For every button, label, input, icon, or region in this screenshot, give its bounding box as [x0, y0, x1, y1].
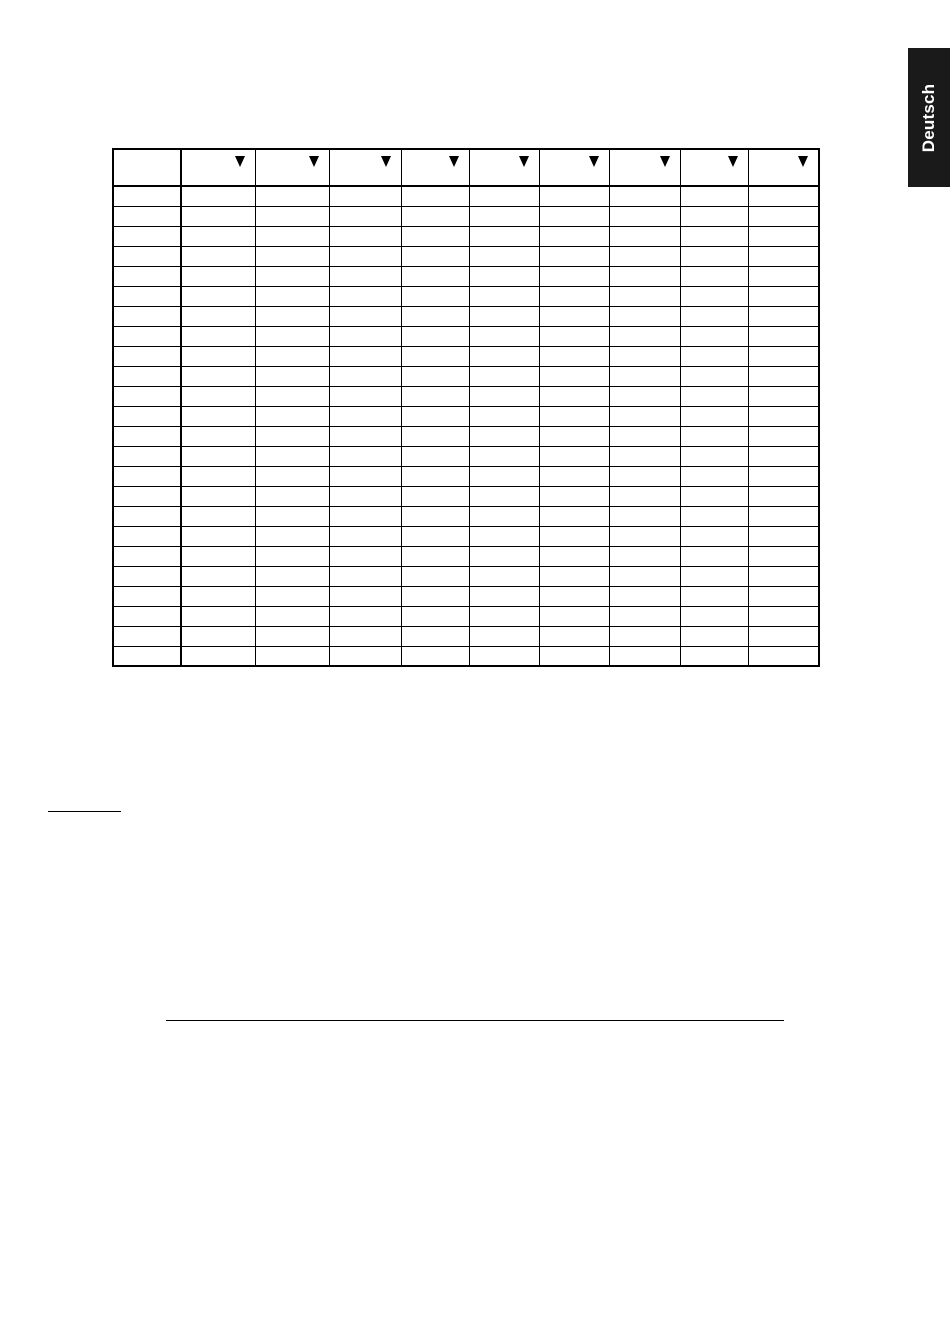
short-underline-rule: [48, 811, 121, 812]
table-cell: [469, 566, 539, 586]
table-cell: [255, 446, 329, 466]
table-cell: [255, 466, 329, 486]
column-header-cell: [329, 149, 401, 186]
table-cell: [469, 646, 539, 666]
table-cell: [469, 546, 539, 566]
column-header-cell: [748, 149, 819, 186]
table-row: [113, 206, 819, 226]
table-cell: [609, 446, 680, 466]
table-cell: [469, 366, 539, 386]
row-label-cell: [113, 246, 181, 266]
table-cell: [255, 346, 329, 366]
triangle-down-icon: [660, 156, 670, 167]
table-cell: [181, 646, 255, 666]
table-cell: [329, 226, 401, 246]
triangle-down-icon: [519, 156, 529, 167]
table-cell: [329, 386, 401, 406]
table-cell: [748, 186, 819, 206]
row-label-cell: [113, 206, 181, 226]
table-cell: [748, 326, 819, 346]
table-cell: [329, 546, 401, 566]
table-cell: [748, 466, 819, 486]
table-cell: [255, 246, 329, 266]
table-cell: [539, 506, 609, 526]
table-cell: [329, 466, 401, 486]
table-cell: [748, 626, 819, 646]
triangle-down-icon: [798, 156, 808, 167]
column-header-cell: [255, 149, 329, 186]
table-cell: [181, 446, 255, 466]
table-cell: [255, 186, 329, 206]
table-cell: [680, 566, 748, 586]
table-cell: [609, 626, 680, 646]
row-label-cell: [113, 306, 181, 326]
table-row: [113, 586, 819, 606]
table-cell: [255, 406, 329, 426]
table-row: [113, 446, 819, 466]
table-cell: [680, 646, 748, 666]
table-cell: [469, 506, 539, 526]
table-cell: [329, 186, 401, 206]
table-cell: [329, 266, 401, 286]
row-label-cell: [113, 606, 181, 626]
table-cell: [255, 626, 329, 646]
table-cell: [329, 246, 401, 266]
blank-grid-table: [112, 148, 820, 667]
table-cell: [609, 606, 680, 626]
table-cell: [255, 606, 329, 626]
table-cell: [255, 286, 329, 306]
long-underline-rule: [166, 1020, 784, 1021]
table-cell: [181, 346, 255, 366]
triangle-down-icon: [449, 156, 459, 167]
table-cell: [609, 366, 680, 386]
table-cell: [609, 466, 680, 486]
table-cell: [680, 386, 748, 406]
table-cell: [539, 646, 609, 666]
table-row: [113, 326, 819, 346]
table-cell: [181, 526, 255, 546]
table-cell: [748, 426, 819, 446]
table-cell: [469, 326, 539, 346]
table-cell: [401, 346, 469, 366]
table-cell: [469, 306, 539, 326]
table-cell: [680, 546, 748, 566]
table-cell: [539, 446, 609, 466]
table-cell: [401, 286, 469, 306]
row-label-cell: [113, 406, 181, 426]
table-cell: [680, 606, 748, 626]
table-cell: [680, 506, 748, 526]
table-cell: [609, 346, 680, 366]
table-cell: [539, 346, 609, 366]
table-cell: [181, 186, 255, 206]
table-cell: [329, 326, 401, 346]
table-cell: [469, 246, 539, 266]
table-row: [113, 426, 819, 446]
row-label-cell: [113, 226, 181, 246]
table-cell: [401, 306, 469, 326]
table-cell: [329, 486, 401, 506]
table-cell: [539, 386, 609, 406]
column-header-cell: [469, 149, 539, 186]
table-cell: [329, 406, 401, 426]
table-cell: [255, 566, 329, 586]
table-cell: [181, 406, 255, 426]
table-cell: [181, 626, 255, 646]
row-label-cell: [113, 506, 181, 526]
table-cell: [181, 586, 255, 606]
language-tab: [908, 48, 950, 187]
table-cell: [680, 406, 748, 426]
table-cell: [469, 606, 539, 626]
table-cell: [255, 266, 329, 286]
row-label-cell: [113, 326, 181, 346]
table-row: [113, 606, 819, 626]
table-cell: [680, 326, 748, 346]
table-cell: [181, 386, 255, 406]
table-cell: [609, 506, 680, 526]
row-label-cell: [113, 366, 181, 386]
table-row: [113, 306, 819, 326]
table-cell: [469, 446, 539, 466]
table-cell: [539, 326, 609, 346]
row-label-cell: [113, 266, 181, 286]
table-cell: [255, 306, 329, 326]
table-row: [113, 246, 819, 266]
table-cell: [329, 566, 401, 586]
table-cell: [748, 286, 819, 306]
table-cell: [255, 506, 329, 526]
row-label-cell: [113, 286, 181, 306]
table-cell: [680, 206, 748, 226]
table-row: [113, 566, 819, 586]
table-cell: [469, 526, 539, 546]
table-cell: [680, 346, 748, 366]
row-label-cell: [113, 526, 181, 546]
table-cell: [748, 486, 819, 506]
table-row: [113, 506, 819, 526]
table-cell: [680, 266, 748, 286]
table-cell: [469, 386, 539, 406]
table-cell: [401, 426, 469, 446]
table-cell: [680, 426, 748, 446]
table-cell: [469, 426, 539, 446]
table-cell: [680, 186, 748, 206]
table-cell: [680, 626, 748, 646]
table-row: [113, 646, 819, 666]
table-cell: [748, 606, 819, 626]
table-cell: [329, 426, 401, 446]
table-cell: [181, 326, 255, 346]
table-cell: [539, 286, 609, 306]
table-cell: [469, 226, 539, 246]
table-row: [113, 526, 819, 546]
table-cell: [401, 366, 469, 386]
table-cell: [255, 366, 329, 386]
table-cell: [748, 546, 819, 566]
table-cell: [469, 346, 539, 366]
table-row: [113, 346, 819, 366]
row-label-cell: [113, 186, 181, 206]
row-label-cell: [113, 586, 181, 606]
table-cell: [539, 366, 609, 386]
table-cell: [255, 206, 329, 226]
table-cell: [680, 446, 748, 466]
table-cell: [181, 426, 255, 446]
table-cell: [748, 646, 819, 666]
table-cell: [539, 626, 609, 646]
table-cell: [469, 486, 539, 506]
table-cell: [609, 246, 680, 266]
table-cell: [539, 606, 609, 626]
table-cell: [401, 406, 469, 426]
table-cell: [401, 326, 469, 346]
table-cell: [539, 306, 609, 326]
table-cell: [539, 266, 609, 286]
table-cell: [748, 366, 819, 386]
table-cell: [609, 386, 680, 406]
row-label-cell: [113, 486, 181, 506]
table-cell: [748, 566, 819, 586]
table-row: [113, 266, 819, 286]
table-cell: [609, 566, 680, 586]
table-cell: [329, 206, 401, 226]
table-cell: [181, 506, 255, 526]
table-cell: [680, 286, 748, 306]
table-cell: [748, 346, 819, 366]
table-cell: [329, 506, 401, 526]
table-row: [113, 386, 819, 406]
table-cell: [401, 386, 469, 406]
table-cell: [469, 286, 539, 306]
table-cell: [401, 586, 469, 606]
column-header-cell: [609, 149, 680, 186]
table-row: [113, 486, 819, 506]
table-cell: [748, 306, 819, 326]
table-cell: [748, 506, 819, 526]
column-header-cell: [680, 149, 748, 186]
table-row: [113, 286, 819, 306]
table-cell: [539, 526, 609, 546]
table-cell: [609, 226, 680, 246]
table-cell: [539, 186, 609, 206]
header-corner-cell: [113, 149, 181, 186]
table-cell: [680, 526, 748, 546]
row-label-cell: [113, 646, 181, 666]
table-cell: [181, 226, 255, 246]
table-cell: [181, 606, 255, 626]
language-tab-label: Deutsch: [919, 83, 939, 152]
table-cell: [329, 606, 401, 626]
table-cell: [329, 586, 401, 606]
table-cell: [609, 486, 680, 506]
table-cell: [609, 186, 680, 206]
table-cell: [329, 366, 401, 386]
table-cell: [748, 246, 819, 266]
table-cell: [329, 446, 401, 466]
triangle-down-icon: [381, 156, 391, 167]
table-cell: [469, 406, 539, 426]
table-cell: [181, 246, 255, 266]
table-cell: [401, 486, 469, 506]
table-cell: [401, 466, 469, 486]
table-row: [113, 626, 819, 646]
row-label-cell: [113, 346, 181, 366]
table-cell: [539, 546, 609, 566]
table-cell: [469, 186, 539, 206]
table-cell: [539, 566, 609, 586]
table-cell: [609, 286, 680, 306]
table-row: [113, 186, 819, 206]
table-cell: [181, 286, 255, 306]
table-cell: [401, 526, 469, 546]
table-cell: [748, 526, 819, 546]
table-cell: [329, 286, 401, 306]
table-cell: [255, 526, 329, 546]
table-cell: [609, 266, 680, 286]
table-cell: [329, 526, 401, 546]
table-cell: [539, 586, 609, 606]
table-row: [113, 366, 819, 386]
table-cell: [609, 526, 680, 546]
table-cell: [401, 646, 469, 666]
table-cell: [680, 306, 748, 326]
table-cell: [748, 206, 819, 226]
table-cell: [609, 306, 680, 326]
table-cell: [469, 626, 539, 646]
table-cell: [680, 226, 748, 246]
table-cell: [329, 626, 401, 646]
table-cell: [609, 326, 680, 346]
table-cell: [181, 486, 255, 506]
column-header-cell: [181, 149, 255, 186]
table-cell: [469, 586, 539, 606]
table-cell: [255, 586, 329, 606]
table-cell: [609, 206, 680, 226]
table-cell: [680, 466, 748, 486]
table-row: [113, 406, 819, 426]
table-cell: [329, 346, 401, 366]
row-label-cell: [113, 466, 181, 486]
table-cell: [401, 186, 469, 206]
table-cell: [401, 246, 469, 266]
table-cell: [181, 546, 255, 566]
table-row: [113, 546, 819, 566]
table-header-row: [113, 149, 819, 186]
table-row: [113, 226, 819, 246]
table-cell: [469, 466, 539, 486]
triangle-down-icon: [589, 156, 599, 167]
table-cell: [181, 366, 255, 386]
table-row: [113, 466, 819, 486]
table-cell: [680, 586, 748, 606]
row-label-cell: [113, 626, 181, 646]
table-cell: [329, 646, 401, 666]
table-cell: [181, 266, 255, 286]
table-cell: [680, 366, 748, 386]
table-cell: [255, 386, 329, 406]
triangle-down-icon: [309, 156, 319, 167]
table-cell: [609, 546, 680, 566]
table-cell: [609, 406, 680, 426]
row-label-cell: [113, 446, 181, 466]
table-cell: [255, 486, 329, 506]
table-cell: [401, 446, 469, 466]
table-cell: [401, 566, 469, 586]
table-cell: [609, 426, 680, 446]
table-cell: [401, 626, 469, 646]
table-cell: [748, 226, 819, 246]
table-cell: [748, 386, 819, 406]
table-cell: [181, 466, 255, 486]
table-cell: [401, 506, 469, 526]
table-cell: [539, 206, 609, 226]
row-label-cell: [113, 566, 181, 586]
row-label-cell: [113, 426, 181, 446]
row-label-cell: [113, 546, 181, 566]
table-cell: [401, 266, 469, 286]
table-cell: [748, 446, 819, 466]
table-cell: [255, 646, 329, 666]
table-cell: [680, 246, 748, 266]
table-cell: [401, 226, 469, 246]
table-cell: [680, 486, 748, 506]
table-cell: [255, 326, 329, 346]
table-cell: [401, 206, 469, 226]
table-cell: [255, 226, 329, 246]
triangle-down-icon: [728, 156, 738, 167]
triangle-down-icon: [235, 156, 245, 167]
table-cell: [748, 406, 819, 426]
table-cell: [255, 546, 329, 566]
table-cell: [329, 306, 401, 326]
table-cell: [539, 486, 609, 506]
table-cell: [401, 606, 469, 626]
table-cell: [748, 266, 819, 286]
table-cell: [539, 246, 609, 266]
table-cell: [181, 566, 255, 586]
table-cell: [539, 426, 609, 446]
table-cell: [401, 546, 469, 566]
column-header-cell: [539, 149, 609, 186]
table-cell: [609, 586, 680, 606]
table-cell: [469, 206, 539, 226]
table-cell: [181, 306, 255, 326]
table-cell: [539, 406, 609, 426]
row-label-cell: [113, 386, 181, 406]
table-cell: [609, 646, 680, 666]
table-cell: [748, 586, 819, 606]
table-cell: [469, 266, 539, 286]
column-header-cell: [401, 149, 469, 186]
table-cell: [255, 426, 329, 446]
table-cell: [181, 206, 255, 226]
table-cell: [539, 226, 609, 246]
table-cell: [539, 466, 609, 486]
